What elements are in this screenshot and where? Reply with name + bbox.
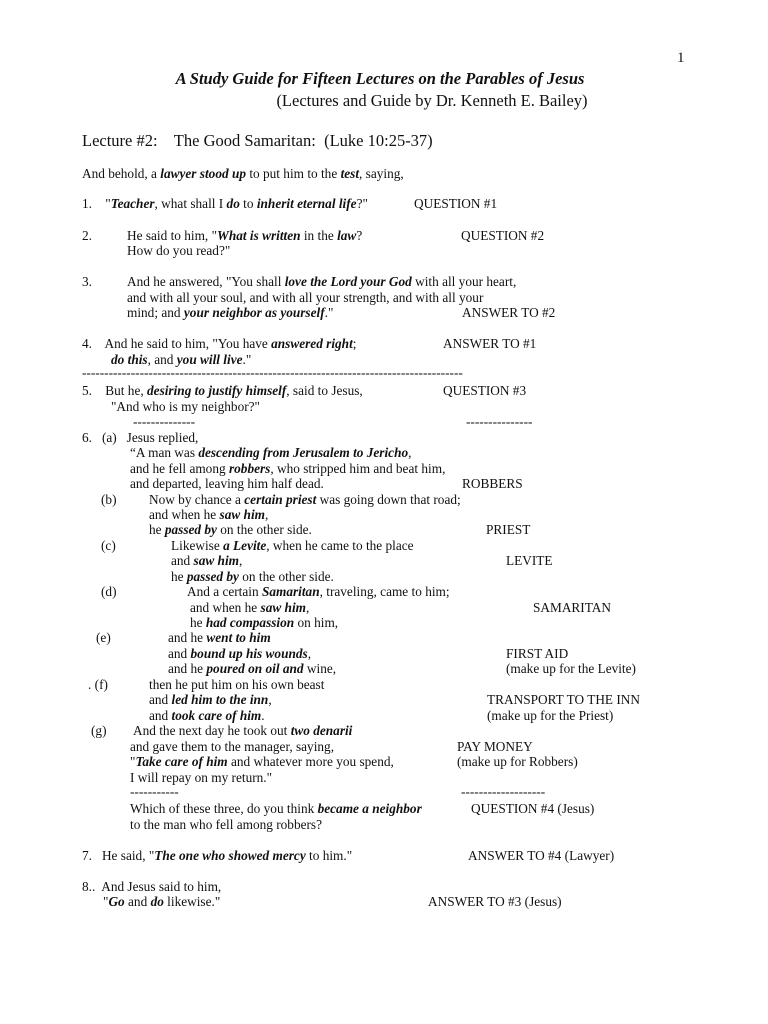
plain-text: PAY MONEY	[457, 739, 533, 754]
text-line	[187, 584, 450, 600]
text-line	[171, 569, 334, 585]
plain-text: and whatever more you spend,	[227, 754, 394, 769]
plain-text: "And who is my neighbor?"	[111, 399, 260, 414]
text-line	[101, 538, 116, 554]
plain-text: ANSWER TO #3 (Jesus)	[428, 894, 562, 909]
plain-text: , saying,	[359, 166, 404, 181]
plain-text: , and	[147, 352, 177, 367]
plain-text: .	[261, 708, 265, 723]
text-line	[133, 414, 195, 430]
text-line	[82, 166, 404, 182]
plain-text: ANSWER TO #1	[443, 336, 537, 351]
plain-text: Likewise	[171, 538, 224, 553]
plain-text: QUESTION #2	[461, 228, 545, 243]
text-line	[468, 848, 614, 864]
plain-text: (e)	[96, 630, 111, 645]
plain-text: I will repay on my return."	[130, 770, 273, 785]
text-line	[443, 383, 526, 399]
plain-text: Now by chance a	[149, 492, 245, 507]
text-line	[466, 414, 532, 430]
text-line	[82, 336, 356, 352]
plain-text: 7. He said, "	[82, 848, 155, 863]
plain-text: , said to Jesus,	[286, 383, 363, 398]
plain-text: SAMARITAN	[533, 600, 611, 615]
plain-text: ,	[307, 646, 312, 661]
text-line	[127, 290, 483, 306]
text-line	[487, 708, 613, 724]
plain-text: ---------------	[466, 414, 533, 429]
emphasis-text: The one who showed mercy	[154, 848, 306, 863]
emphasis-text: led him to the inn	[171, 692, 269, 707]
text-line	[190, 615, 338, 631]
plain-text: ANSWER TO #2	[462, 305, 556, 320]
plain-text: and gave them to the manager, saying,	[130, 739, 335, 754]
text-line	[149, 507, 268, 523]
lecture-heading: Lecture #2: The Good Samaritan: (Luke 10:25-37)	[82, 131, 433, 150]
text-line	[103, 894, 220, 910]
plain-text: 6. (a) Jesus replied,	[82, 430, 199, 445]
text-line	[91, 723, 107, 739]
emphasis-text: Teacher	[110, 196, 155, 211]
plain-text: in the	[300, 228, 338, 243]
emphasis-text: went to him	[206, 630, 271, 645]
plain-text: And behold, a	[82, 166, 161, 181]
text-line	[457, 739, 533, 755]
emphasis-text: took care of him	[171, 708, 262, 723]
plain-text: wine,	[303, 661, 337, 676]
text-line	[486, 522, 530, 538]
emphasis-text: What is written	[217, 228, 301, 243]
emphasis-text: test	[340, 166, 360, 181]
emphasis-text: passed by	[164, 522, 217, 537]
plain-text: and when he	[149, 507, 220, 522]
plain-text: on the other side.	[238, 569, 334, 584]
plain-text: with all your heart,	[411, 274, 517, 289]
emphasis-text: robbers	[228, 461, 271, 476]
plain-text: to him."	[305, 848, 353, 863]
plain-text: PRIEST	[486, 522, 531, 537]
text-line	[82, 228, 92, 244]
text-line	[111, 399, 260, 415]
text-line	[149, 492, 461, 508]
plain-text: And a certain	[187, 584, 262, 599]
emphasis-text: do this	[111, 352, 148, 367]
text-line	[461, 228, 544, 244]
plain-text: , traveling, came to him;	[319, 584, 450, 599]
emphasis-text: passed by	[186, 569, 239, 584]
plain-text: , what shall I	[154, 196, 227, 211]
text-line	[82, 365, 463, 381]
plain-text: ,	[268, 692, 272, 707]
text-line	[101, 492, 117, 508]
plain-text: and departed, leaving him half dead.	[130, 476, 324, 491]
text-line	[414, 196, 497, 212]
text-line	[506, 553, 553, 569]
plain-text: he	[149, 522, 165, 537]
plain-text: ,	[305, 600, 310, 615]
text-line	[461, 784, 545, 800]
text-line	[82, 383, 363, 399]
plain-text: 2.	[82, 228, 92, 243]
emphasis-text: had compassion	[205, 615, 295, 630]
plain-text: (g)	[91, 723, 107, 738]
text-line	[168, 646, 311, 662]
emphasis-text: inherit eternal life	[256, 196, 357, 211]
plain-text: QUESTION #4 (Jesus)	[471, 801, 595, 816]
text-line	[462, 305, 555, 321]
plain-text: and	[171, 553, 194, 568]
text-line	[487, 692, 640, 708]
text-line	[130, 754, 394, 770]
text-line	[168, 630, 271, 646]
plain-text: TRANSPORT TO THE INN	[487, 692, 640, 707]
text-line	[130, 801, 422, 817]
plain-text: he	[171, 569, 187, 584]
text-line	[127, 305, 333, 321]
plain-text: and	[168, 646, 191, 661]
plain-text: was going down that road;	[316, 492, 461, 507]
document-title: A Study Guide for Fifteen Lectures on the Parables of Jesus	[175, 69, 585, 88]
plain-text: --------------------------------------------------------------------------------------	[82, 365, 463, 380]
text-line	[149, 692, 272, 708]
plain-text: ?"	[356, 196, 368, 211]
plain-text: and when he	[190, 600, 261, 615]
plain-text: and he	[168, 630, 207, 645]
emphasis-text: lawyer stood up	[160, 166, 246, 181]
text-line	[130, 445, 411, 461]
plain-text: , when he came to the place	[266, 538, 414, 553]
plain-text: 8.. And Jesus said to him,	[82, 879, 222, 894]
plain-text: (make up for the Levite)	[506, 661, 636, 676]
plain-text: on him,	[294, 615, 339, 630]
text-line	[130, 476, 324, 492]
plain-text: he	[190, 615, 206, 630]
plain-text: and	[124, 894, 151, 909]
emphasis-text: love the Lord your God	[284, 274, 412, 289]
page-number: 1	[677, 50, 685, 66]
document-subtitle: (Lectures and Guide by Dr. Kenneth E. Bailey)	[276, 91, 588, 110]
text-line	[457, 754, 578, 770]
plain-text: ,	[264, 507, 269, 522]
plain-text: ROBBERS	[462, 476, 523, 491]
text-line	[443, 336, 536, 352]
text-line	[171, 553, 242, 569]
plain-text: and with all your soul, and with all your strength, and with all your	[127, 290, 484, 305]
text-line	[462, 476, 523, 492]
plain-text: on the other side.	[216, 522, 312, 537]
plain-text: (c)	[101, 538, 116, 553]
plain-text: (make up for Robbers)	[457, 754, 578, 769]
emphasis-text: saw him	[193, 553, 239, 568]
plain-text: ?	[356, 228, 363, 243]
text-line	[471, 801, 594, 817]
plain-text: to	[239, 196, 257, 211]
text-line	[171, 538, 414, 554]
plain-text: . (f)	[88, 677, 108, 692]
text-line	[506, 661, 636, 677]
plain-text: mind; and	[127, 305, 184, 320]
plain-text: ."	[324, 305, 334, 320]
emphasis-text: answered right	[271, 336, 353, 351]
emphasis-text: Samaritan	[261, 584, 320, 599]
emphasis-text: Go	[108, 894, 125, 909]
text-line	[127, 274, 516, 290]
text-line	[82, 196, 368, 212]
plain-text: (make up for the Priest)	[487, 708, 614, 723]
plain-text: and	[149, 692, 172, 707]
emphasis-text: certain priest	[244, 492, 317, 507]
text-line	[149, 708, 265, 724]
plain-text: 5. But he,	[82, 383, 148, 398]
plain-text: ANSWER TO #4 (Lawyer)	[468, 848, 615, 863]
emphasis-text: your neighbor as yourself	[183, 305, 325, 320]
text-line	[190, 600, 309, 616]
plain-text: 3.	[82, 274, 92, 289]
plain-text: LEVITE	[506, 553, 553, 568]
plain-text: QUESTION #1	[414, 196, 498, 211]
plain-text: And the next day he took out	[133, 723, 291, 738]
plain-text: And he answered, "You shall	[127, 274, 285, 289]
text-line	[130, 461, 445, 477]
plain-text: “A man was	[130, 445, 199, 460]
text-line	[168, 661, 336, 677]
plain-text: 1. "	[82, 196, 111, 211]
plain-text: FIRST AID	[506, 646, 569, 661]
emphasis-text: became a neighbor	[317, 801, 422, 816]
plain-text: ,	[238, 553, 243, 568]
text-line	[149, 522, 312, 538]
plain-text: QUESTION #3	[443, 383, 527, 398]
plain-text: , who stripped him and beat him,	[270, 461, 446, 476]
plain-text: then he put him on his own beast	[149, 677, 325, 692]
text-line	[82, 430, 198, 446]
plain-text: and he fell among	[130, 461, 229, 476]
emphasis-text: two denarii	[290, 723, 353, 738]
plain-text: (b)	[101, 492, 117, 507]
plain-text: -------------------	[461, 784, 546, 799]
emphasis-text: do	[150, 894, 164, 909]
plain-text: He said to him, "	[127, 228, 218, 243]
text-line	[130, 739, 334, 755]
text-line	[149, 677, 324, 693]
text-line	[96, 630, 111, 646]
text-line	[130, 784, 179, 800]
emphasis-text: desiring to justify himself	[147, 383, 287, 398]
plain-text: -----------	[130, 784, 179, 799]
emphasis-text: Take care of him	[135, 754, 228, 769]
text-line	[130, 817, 322, 833]
plain-text: 4. And he said to him, "You have	[82, 336, 272, 351]
emphasis-text: a Levite	[223, 538, 267, 553]
plain-text: (d)	[101, 584, 117, 599]
emphasis-text: saw him	[219, 507, 265, 522]
text-line	[88, 677, 108, 693]
emphasis-text: law	[337, 228, 357, 243]
emphasis-text: descending from Jerusalem to Jericho	[198, 445, 409, 460]
text-line	[127, 243, 230, 259]
text-line	[82, 274, 92, 290]
text-line	[533, 600, 611, 616]
text-line	[101, 584, 117, 600]
text-line	[82, 879, 221, 895]
emphasis-text: poured on oil and	[206, 661, 304, 676]
text-line	[133, 723, 352, 739]
text-line	[82, 848, 352, 864]
plain-text: likewise."	[163, 894, 221, 909]
text-line	[506, 646, 568, 662]
plain-text: and he	[168, 661, 207, 676]
plain-text: ;	[352, 336, 357, 351]
text-line	[127, 228, 362, 244]
plain-text: How do you read?"	[127, 243, 231, 258]
emphasis-text: do	[226, 196, 240, 211]
plain-text: to the man who fell among robbers?	[130, 817, 323, 832]
emphasis-text: you will live	[176, 352, 243, 367]
text-line	[428, 894, 562, 910]
plain-text: Which of these three, do you think	[130, 801, 318, 816]
plain-text: and	[149, 708, 172, 723]
emphasis-text: saw him	[260, 600, 306, 615]
plain-text: "	[103, 894, 109, 909]
emphasis-text: bound up his wounds	[190, 646, 308, 661]
plain-text: to put him to the	[246, 166, 341, 181]
plain-text: "	[130, 754, 136, 769]
plain-text: ."	[242, 352, 252, 367]
plain-text: ,	[408, 445, 412, 460]
plain-text: --------------	[133, 414, 195, 429]
